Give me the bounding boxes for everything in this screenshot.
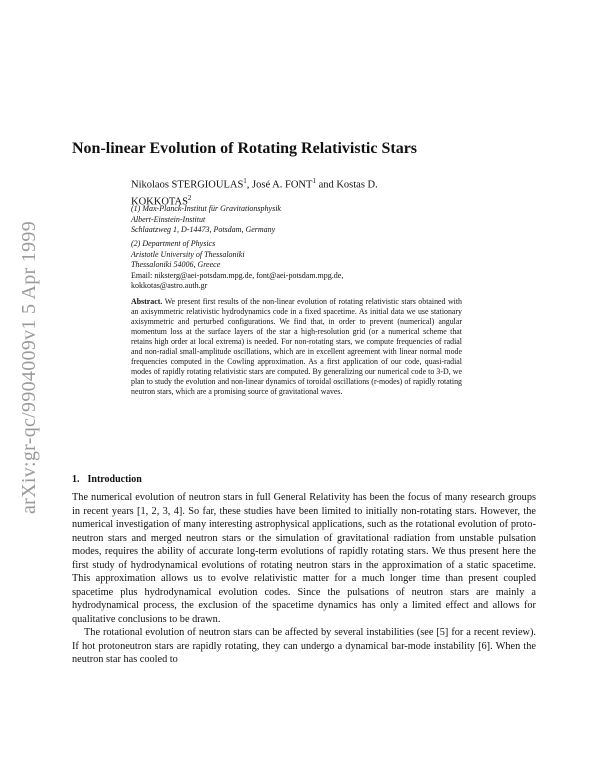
affiliation-2-email: Email: niksterg@aei-potsdam.mpg.de, font@aei-potsdam.mpg.de,	[131, 270, 344, 280]
affiliation-2-email: kokkotas@astro.auth.gr	[131, 281, 208, 290]
affiliation-2-line: Aristotle University of Thessaloniki	[131, 249, 245, 259]
author-kokkotas: and Kostas D. KOKKOTAS	[131, 179, 378, 207]
author-affil-mark: 1	[312, 177, 316, 185]
abstract-text: We present first results of the non-linear evolution of rotating relativistic stars obtained with an axisymmetric relativistic hydrodynamics code in a fixed spacetime. As initial data we use stationary axisymmetric and perturbed configurations. We find that, in order to prevent (numerical) angular momentum loss at the surface layers of the star a high-resolution grid (or a numerical scheme that retains high order at local extrema) is needed. For non-rotating stars, we compute frequencies of radial and non-radial small-amplitude oscillations, which are in excellent agreement with linear normal mode frequencies computed in the Cowling approximation. As a first application of our code, quasi-radial modes of rapidly rotating relativistic stars are computed. By generalizing our numerical code to 3-D, we plan to study the evolution and non-linear dynamics of toroidal oscillations (r-modes) of rapidly rotating neutron stars, which are a promising source of gravitational waves.	[131, 297, 462, 396]
affiliation-2-line: (2) Department of Physics	[131, 239, 216, 248]
author-stergioulas: Nikolaos STERGIOULAS	[131, 179, 244, 191]
abstract-label: Abstract.	[131, 297, 163, 306]
section-heading-introduction	[72, 474, 142, 485]
body-paragraph: The rotational evolution of neutron stars can be affected by several instabilities (see [5] for a recent review). If hot protoneutron stars are rapidly rotating, they can undergo a dynamical bar-mode instability [6]. When the neutron star has cooled to	[72, 627, 536, 665]
affiliation-1-line: (1) Max-Planck-Institut für Gravitationsphysik	[131, 204, 281, 213]
author-affil-mark: 1	[243, 177, 247, 185]
affiliation-2	[131, 239, 451, 292]
affiliation-1-line: Albert-Einstein-Institut	[131, 214, 206, 224]
arxiv-identifier-text: arXiv:gr-qc/9904009v1 5 Apr 1999	[18, 220, 41, 514]
arxiv-identifier	[20, 222, 40, 512]
abstract	[131, 297, 462, 397]
affiliation-2-line: Thessaloniki 54006, Greece	[131, 260, 221, 269]
section-title: Introduction	[87, 474, 142, 485]
author-font: , José A. FONT	[246, 179, 313, 191]
introduction-body	[72, 491, 536, 667]
paper-title: Non-linear Evolution of Rotating Relativistic Stars	[72, 140, 418, 157]
affiliation-1-line: Schlaatzweg 1, D-14473, Potsdam, Germany	[131, 225, 276, 234]
affiliation-1	[131, 204, 451, 236]
body-paragraph: The numerical evolution of neutron stars in full General Relativity has been the focus of many research groups in recent years [1, 2, 3, 4]. So far, these studies have been limited to initially non-rotating stars. However, the numerical investigation of many interesting astrophysical applications, such as the rotational evolution of proto-neutron stars and merged neutron stars or the simulation of gravitational radiation from unstable pulsation modes, requires the ability of accurate long-term evolutions of rapidly rotating stars. We thus present here the first study of hydrodynamical evolutions of rotating neutron stars in the approximation of a static spacetime. This approximation allows us to evolve relativistic matter for a much longer time than present coupled spacetime plus hydrodynamical evolution codes. Since the pulsations of neutron stars are mainly a hydrodynamical process, the exclusion of the spacetime dynamics has only a limited effect and allows for qualitative conclusions to be drawn.	[72, 492, 536, 625]
author-affil-mark: 2	[187, 193, 192, 202]
section-number: 1.	[72, 474, 80, 485]
